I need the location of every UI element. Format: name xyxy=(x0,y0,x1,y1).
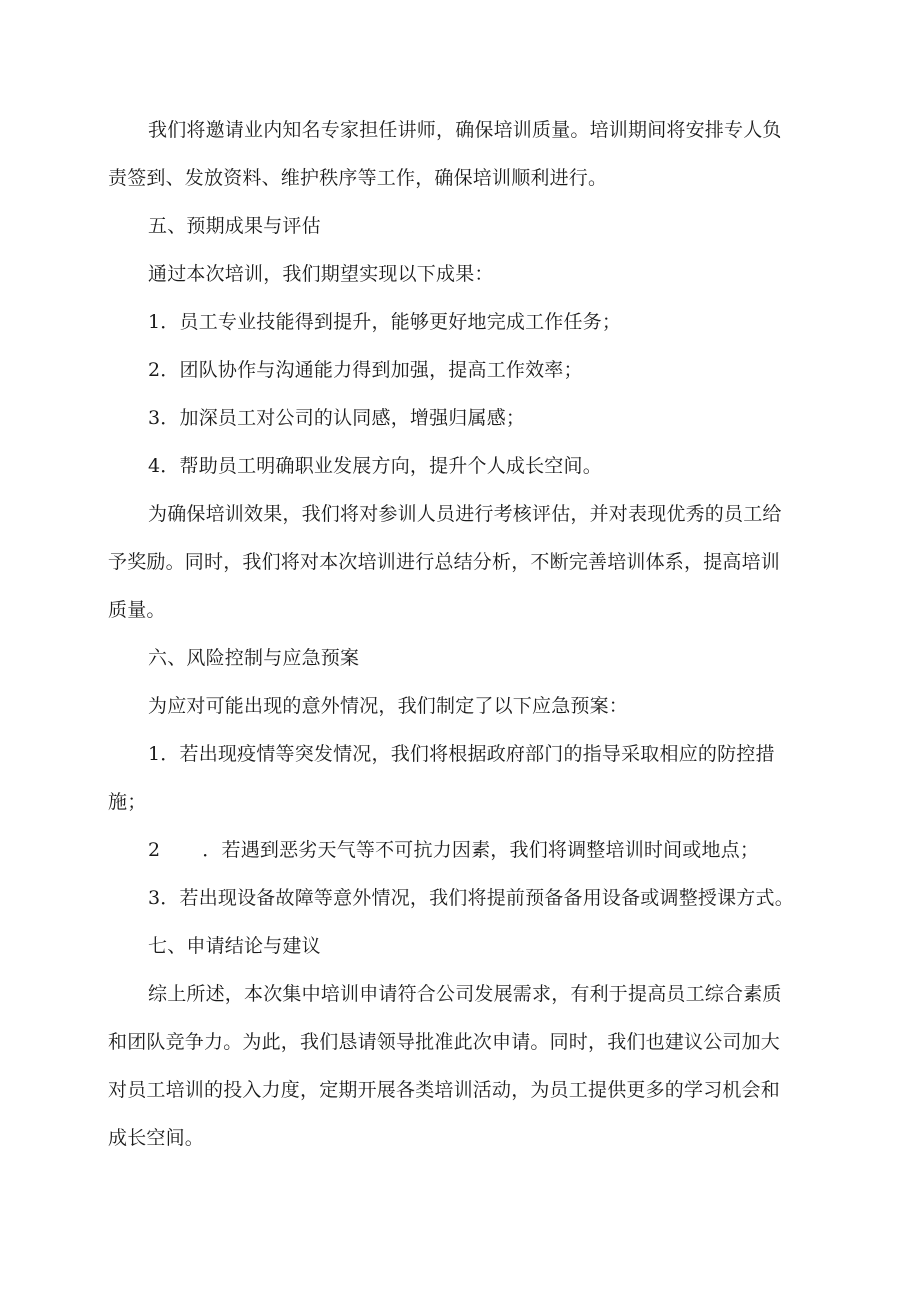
paragraph-evaluation-line-1: 为确保培训效果，我们将对参训人员进行考核评估，并对表现优秀的员工给 xyxy=(148,503,782,525)
list-item-emergency-1-line-2: 施； xyxy=(108,791,147,813)
paragraph-emergency-intro: 为应对可能出现的意外情况，我们制定了以下应急预案： xyxy=(148,695,629,717)
list-item-emergency-1-line-1: 1．若出现疫情等突发情况，我们将根据政府部门的指导采取相应的防控措 xyxy=(148,743,775,765)
list-item-result-4: 4．帮助员工明确职业发展方向，提升个人成长空间。 xyxy=(148,455,602,477)
paragraph-expected-results: 通过本次培训，我们期望实现以下成果： xyxy=(148,263,494,285)
section-heading-6: 六、风险控制与应急预案 xyxy=(148,647,360,669)
paragraph-conclusion-line-1: 综上所述，本次集中培训申请符合公司发展需求，有利于提高员工综合素质 xyxy=(148,983,782,1005)
list-item-result-3: 3．加深员工对公司的认同感，增强归属感； xyxy=(148,407,526,429)
list-item-emergency-3: 3．若出现设备故障等意外情况，我们将提前预备备用设备或调整授课方式。 xyxy=(148,887,794,909)
paragraph-lecturers-line-2: 责签到、发放资料、维护秩序等工作，确保培训顺利进行。 xyxy=(108,167,608,189)
list-item-emergency-2 xyxy=(148,838,759,862)
paragraph-evaluation-line-2: 予奖励。同时，我们将对本次培训进行总结分析，不断完善培训体系，提高培训 xyxy=(108,551,781,573)
list-item-result-2: 2．团队协作与沟通能力得到加强，提高工作效率； xyxy=(148,359,583,381)
paragraph-conclusion-line-4: 成长空间。 xyxy=(108,1127,205,1149)
section-heading-5: 五、预期成果与评估 xyxy=(148,215,321,237)
paragraph-lecturers-line-1: 我们将邀请业内知名专家担任讲师，确保培训质量。培训期间将安排专人负 xyxy=(148,119,782,141)
list-item-result-1: 1．员工专业技能得到提升，能够更好地完成工作任务； xyxy=(148,311,622,333)
list-item-number: 2 xyxy=(148,839,161,861)
list-item-text: ．若遇到恶劣天气等不可抗力因素，我们将调整培训时间或地点； xyxy=(202,839,760,861)
paragraph-evaluation-line-3: 质量。 xyxy=(108,599,166,621)
section-heading-7: 七、申请结论与建议 xyxy=(148,935,321,957)
paragraph-conclusion-line-2: 和团队竞争力。为此，我们恳请领导批准此次申请。同时，我们也建议公司加大 xyxy=(108,1031,781,1053)
paragraph-conclusion-line-3: 对员工培训的投入力度，定期开展各类培训活动，为员工提供更多的学习机会和 xyxy=(108,1079,781,1101)
